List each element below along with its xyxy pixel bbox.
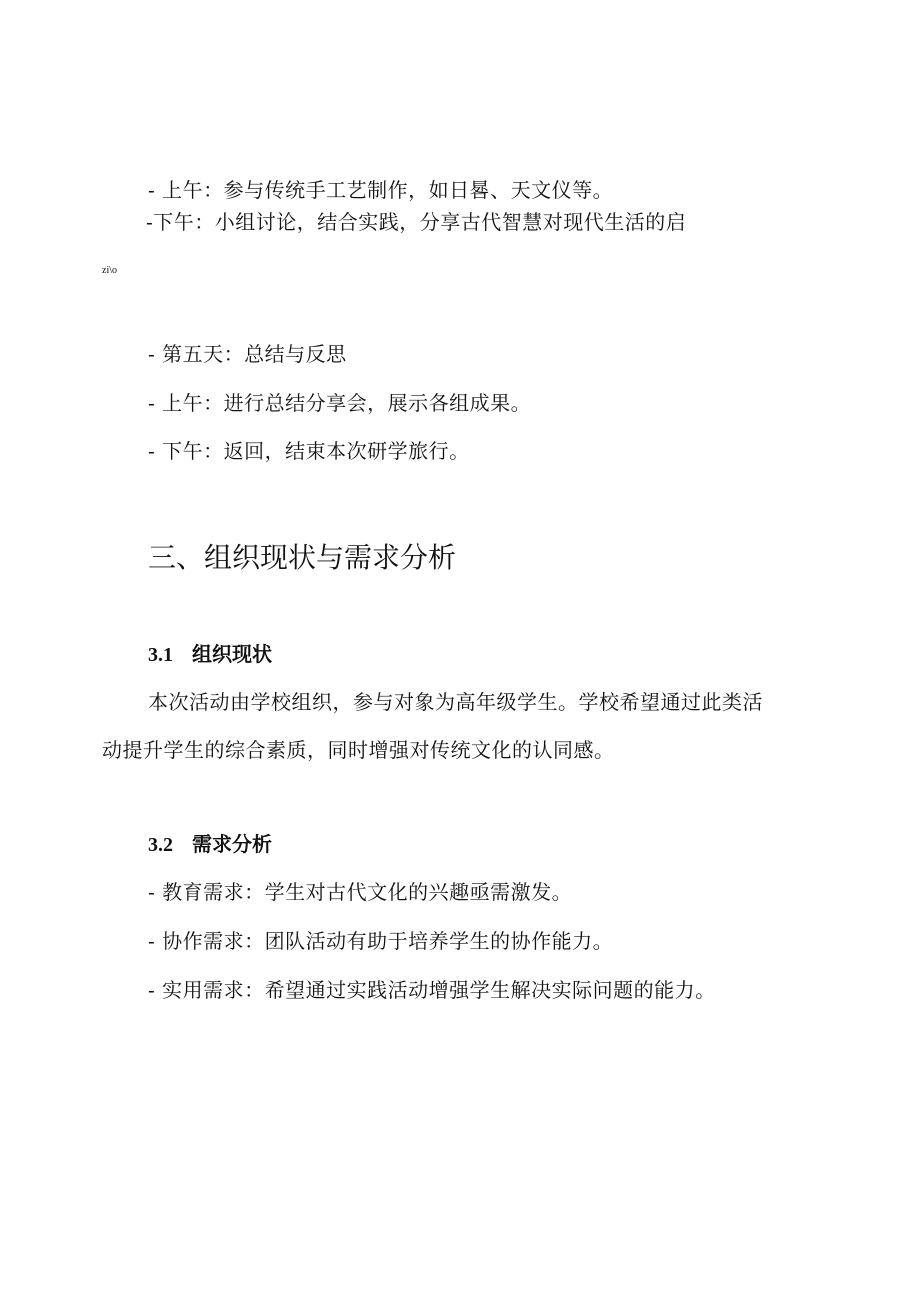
paragraph-line-2: 动提升学生的综合素质，同时增强对传统文化的认同感。 (102, 738, 615, 762)
subsection-heading-3-1 (148, 640, 272, 669)
day5-morning-item: - 上午：进行总结分享会，展示各组成果。 (148, 391, 532, 415)
day5-afternoon-item: - 下午：返回，结束本次研学旅行。 (148, 439, 470, 463)
day4-afternoon-continuation: zi\o (102, 265, 117, 276)
subsection-title: 需求分析 (192, 832, 272, 856)
day4-morning-item: - 上午：参与传统手工艺制作，如日晷、天文仪等。 (148, 178, 614, 202)
subsection-number: 3.1 (148, 644, 173, 666)
subsection-heading-3-2 (148, 830, 272, 859)
subsection-number: 3.2 (148, 834, 173, 856)
list-item: - 协作需求：团队活动有助于培养学生的协作能力。 (148, 929, 614, 953)
subsection-title: 组织现状 (192, 642, 272, 666)
section-heading: 三、组织现状与需求分析 (148, 541, 457, 574)
day4-afternoon-item: -下午：小组讨论，结合实践，分享古代智慧对现代生活的启 (146, 210, 687, 234)
day5-title: - 第五天：总结与反思 (148, 342, 347, 366)
list-item: - 实用需求：希望通过实践活动增强学生解决实际问题的能力。 (148, 978, 716, 1002)
paragraph-line-1: 本次活动由学校组织，参与对象为高年级学生。学校希望通过此类活 (148, 690, 763, 714)
list-item: - 教育需求：学生对古代文化的兴趣亟需激发。 (148, 880, 573, 904)
